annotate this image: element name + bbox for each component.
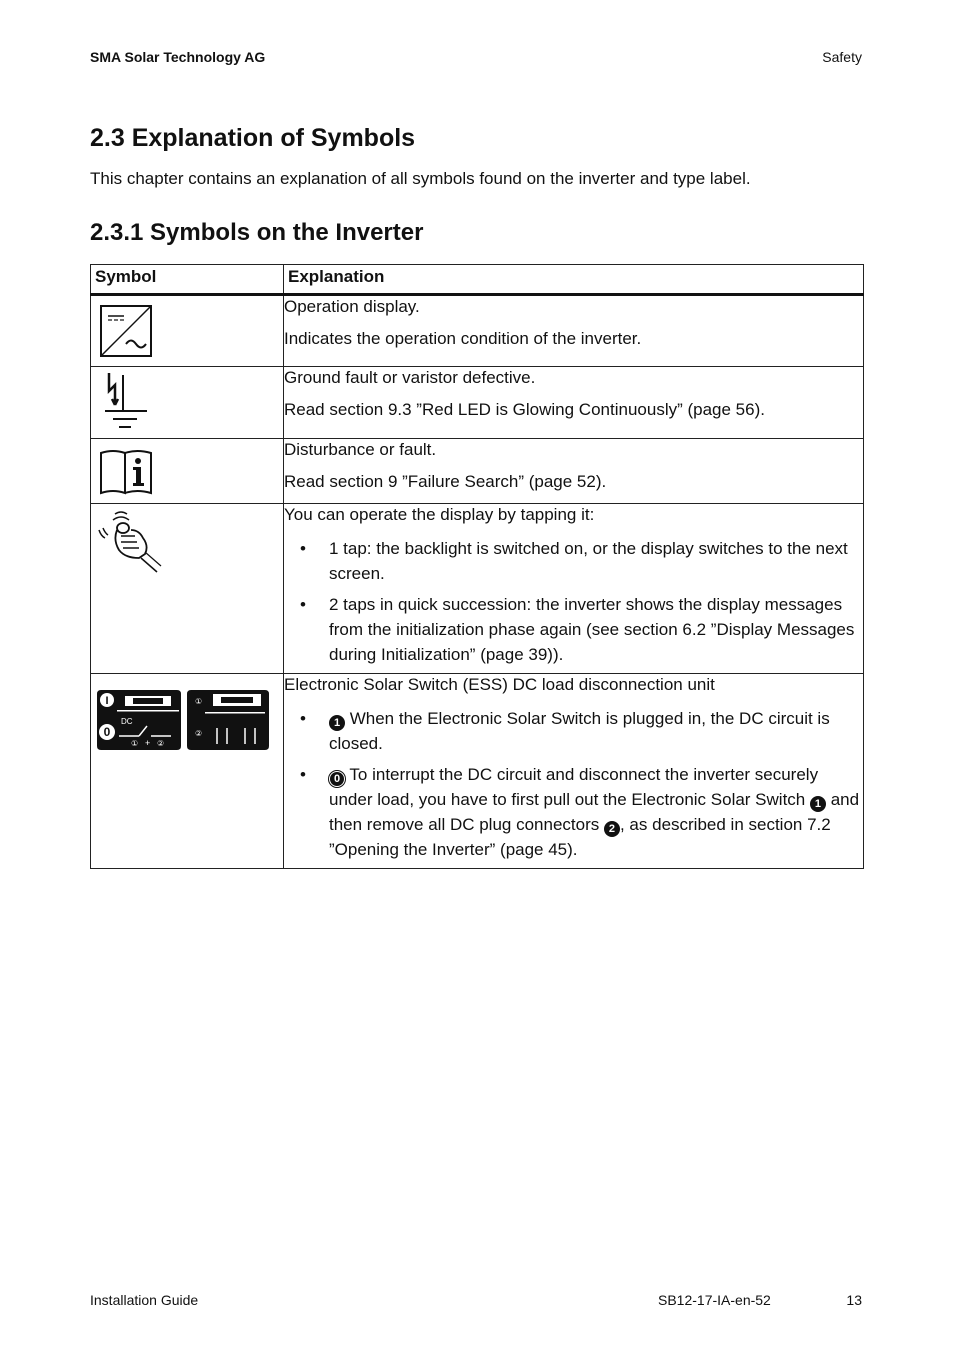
bullet-list [284, 536, 863, 667]
footer-doc: Installation Guide [90, 1292, 199, 1308]
marker-two-icon: 2 [604, 821, 620, 837]
svg-text:②: ② [195, 729, 203, 738]
header-section: Safety [822, 49, 862, 65]
marker-zero-icon: 0 [329, 771, 345, 787]
footer-code: SB12-17-IA-en-52 [658, 1292, 771, 1308]
info-book-icon [99, 447, 159, 497]
page-number: 13 [846, 1292, 862, 1308]
list-item: • 2 taps in quick succession: the inverter shows the display messages from the initialization phase again (see section 6.2 ”Display Messages during Initialization” (page 39)). [300, 595, 855, 664]
row-text: Operation display. [284, 297, 420, 316]
section-title: 2.3 Explanation of Symbols [90, 124, 416, 152]
ess-dc-label: DC [121, 717, 133, 726]
ess-step2-label: ② [157, 739, 165, 748]
column-header-symbol: Symbol [91, 265, 284, 295]
list-item: • 0 To interrupt the DC circuit and disconnect the inverter securely under load, you have to first pull out the Electronic Solar Switch 1 and then remove all DC plug connectors 2 , as described in section 7.2 ”Opening the Inverter” (page 45). [300, 765, 860, 859]
svg-text:①: ① [195, 697, 203, 706]
table-row [91, 295, 864, 367]
table-header-row [91, 265, 864, 295]
list-item: • 1 tap: the backlight is switched on, or the display switches to the next screen. [300, 539, 848, 583]
ground-fault-icon [101, 371, 161, 435]
svg-text:+: + [145, 738, 151, 748]
marker-one-icon: 1 [810, 796, 826, 812]
tap-hand-icon [95, 506, 165, 576]
ess-on-label: I [105, 695, 109, 707]
operation-display-icon [99, 304, 159, 362]
subsection-title: 2.3.1 Symbols on the Inverter [90, 219, 424, 246]
row-text: Electronic Solar Switch (ESS) DC load disconnection unit [284, 675, 715, 694]
table-row [91, 504, 864, 674]
table-row [91, 674, 864, 869]
row-text: Disturbance or fault. [284, 440, 437, 459]
marker-one-icon: 1 [329, 715, 345, 731]
bullet-list [284, 706, 863, 862]
symbols-table [90, 264, 864, 869]
row-text: Read section 9.3 ”Red LED is Glowing Continuously” (page 56). [284, 400, 765, 419]
row-text: You can operate the display by tapping it: [284, 505, 595, 524]
intro-text: This chapter contains an explanation of all symbols found on the inverter and type label. [90, 169, 751, 188]
table-row [91, 439, 864, 504]
table-row [91, 367, 864, 439]
column-header-explanation: Explanation [284, 265, 864, 295]
header-company: SMA Solar Technology AG [90, 49, 266, 65]
ess-step1-label: ① [131, 739, 139, 748]
ess-switch-icon [95, 688, 271, 752]
row-text: Ground fault or varistor defective. [284, 368, 536, 387]
row-text: Read section 9 ”Failure Search” (page 52). [284, 472, 607, 491]
ess-off-label: 0 [103, 725, 111, 739]
list-item: • 1 When the Electronic Solar Switch is plugged in, the DC circuit is closed. [300, 709, 830, 753]
row-text: Indicates the operation condition of the inverter. [284, 329, 642, 348]
